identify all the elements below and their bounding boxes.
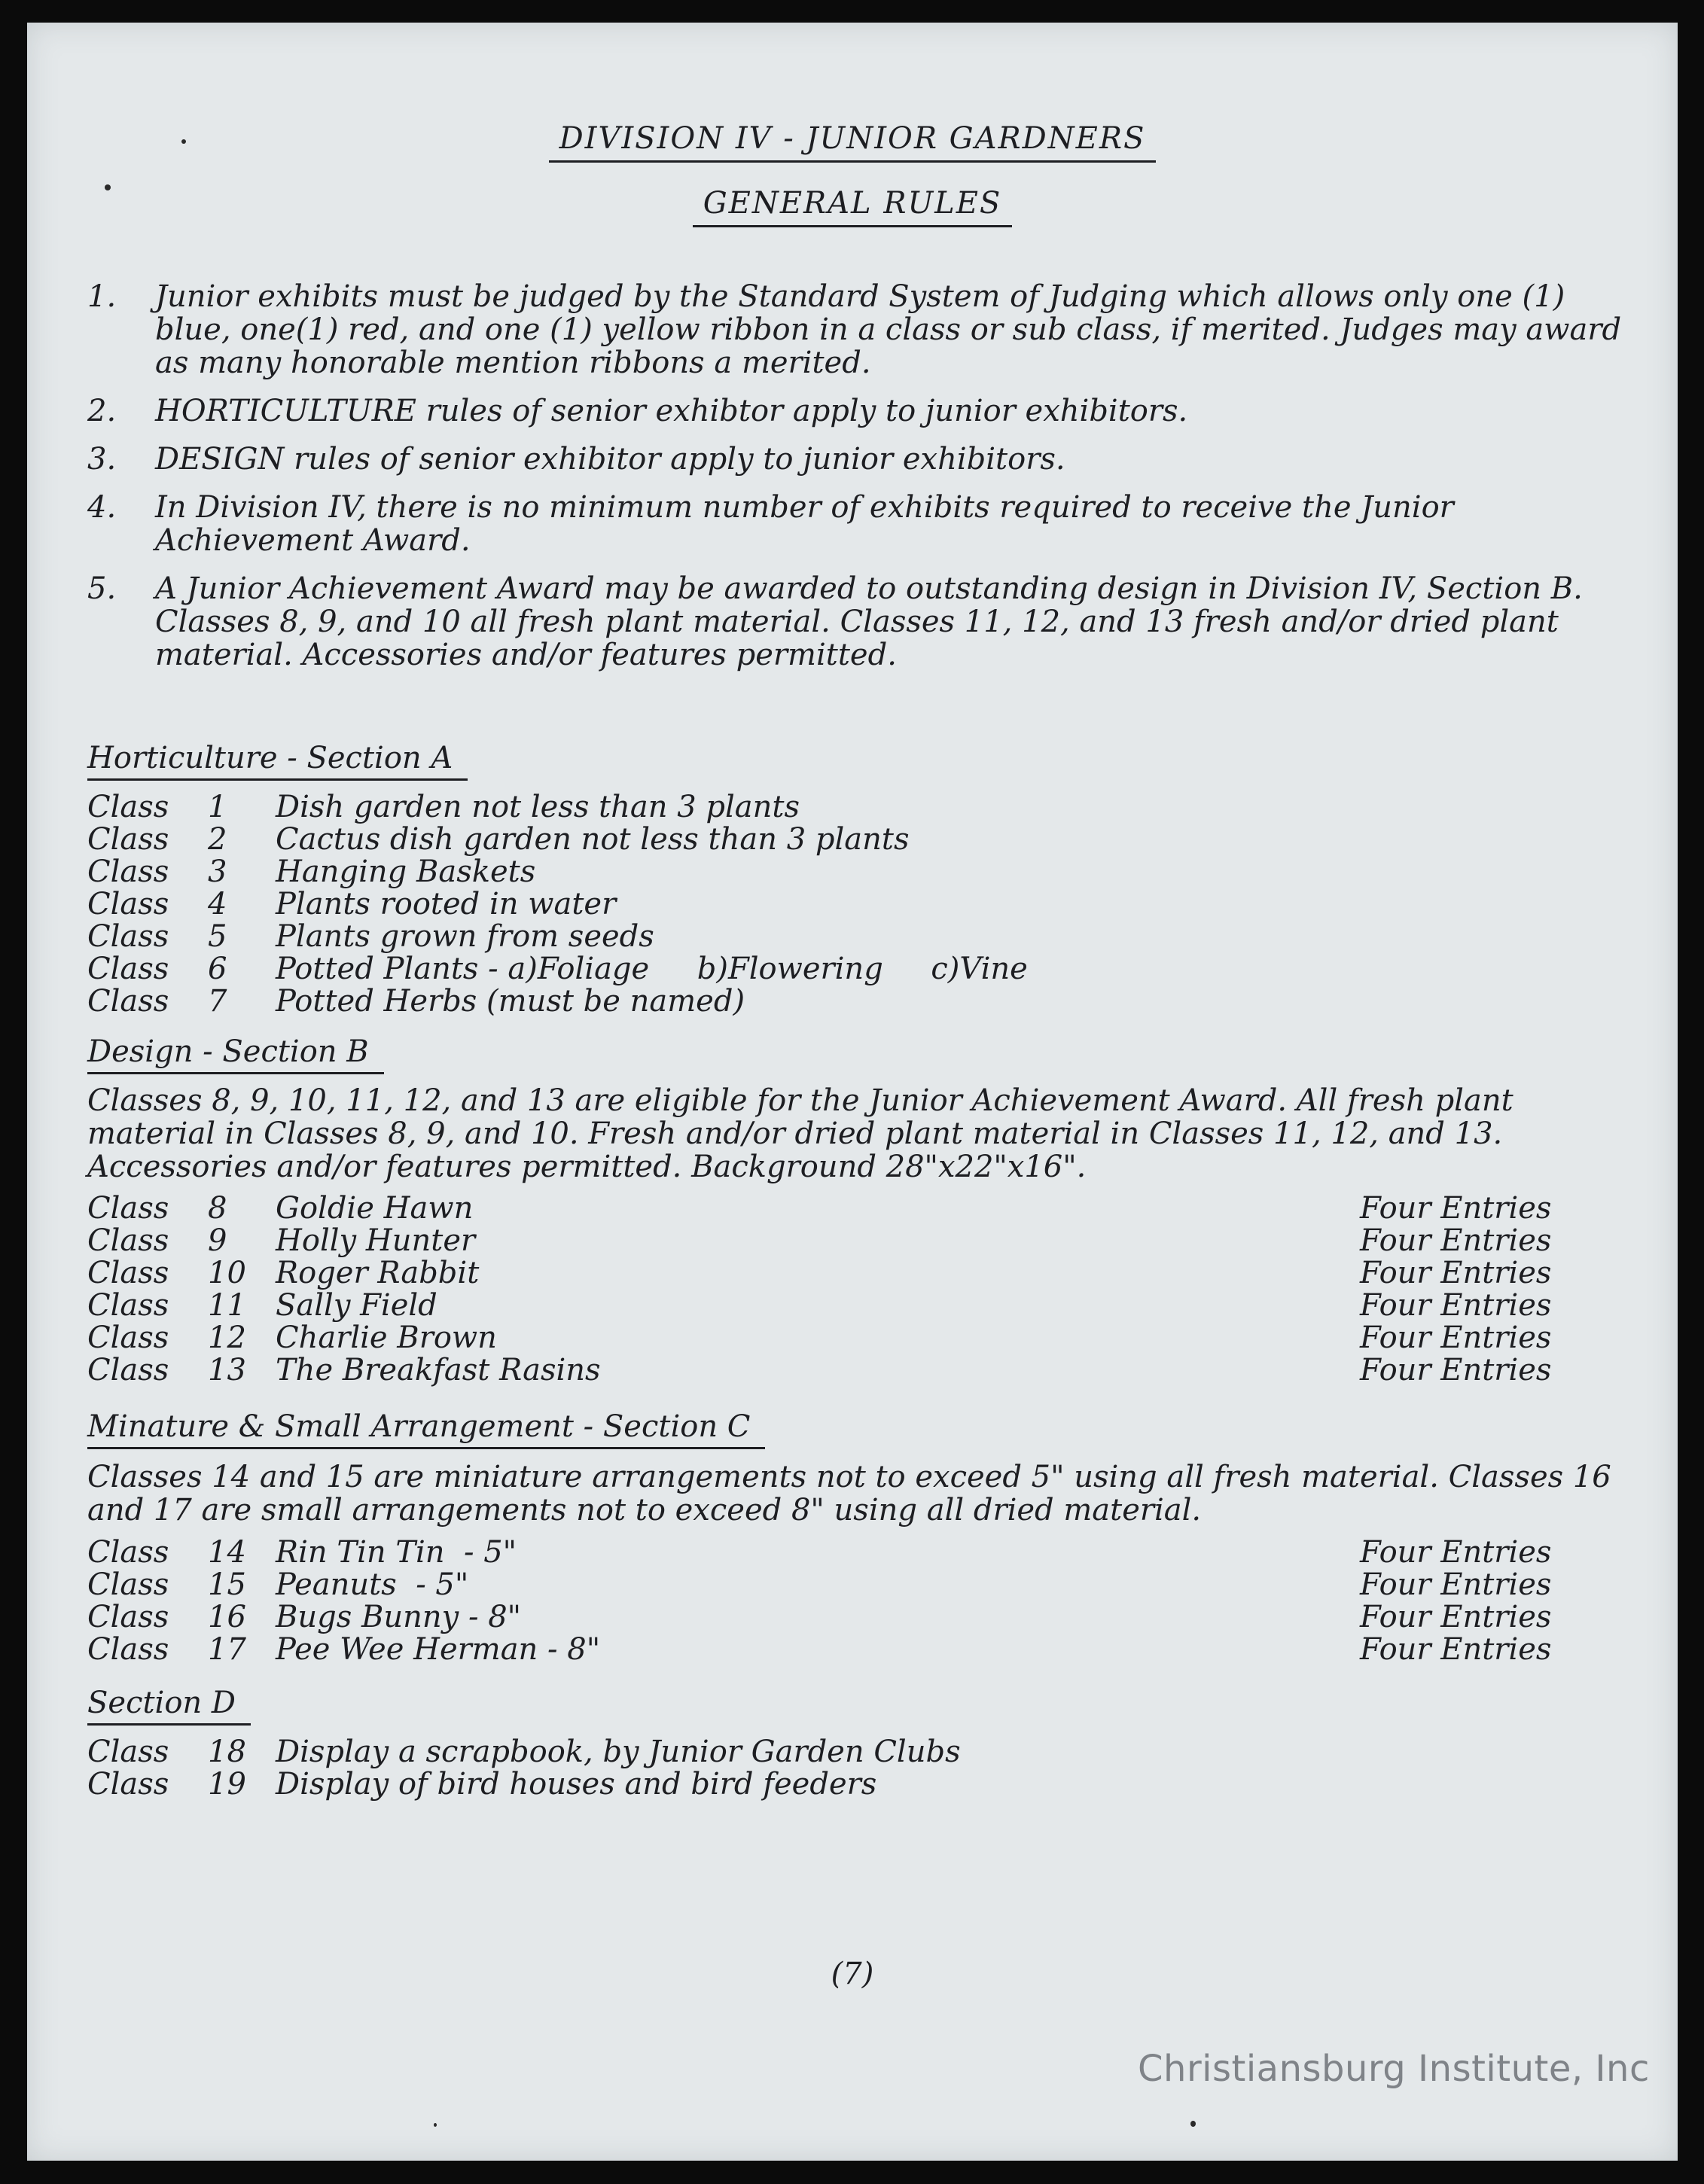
class-row: Class 3 Hanging Baskets	[87, 854, 536, 889]
class-row: Class 7 Potted Herbs (must be named)	[87, 984, 745, 1019]
section-a-class-list	[87, 790, 1548, 1017]
section-c-heading: Minature & Small Arrangement - Section C	[87, 1410, 765, 1443]
class-row: Class 5 Plants grown from seeds	[87, 919, 654, 954]
class-row: Class 6 Potted Plants - a)Foliage b)Flowering c)Vine	[87, 952, 1028, 986]
class-row: Class 16 Bugs Bunny - 8" Four Entries	[87, 1600, 1552, 1634]
rule-item: 2. HORTICULTURE rules of senior exhibtor apply to junior exhibitors.	[87, 394, 1188, 428]
class-row: Class 10 Roger Rabbit Four Entries	[87, 1256, 1552, 1290]
class-row: Class 2 Cactus dish garden not less than 3 plants	[87, 822, 910, 857]
document-page	[27, 23, 1678, 2161]
section-c-class-list	[87, 1535, 1552, 1667]
section-d-class-list	[87, 1735, 1548, 1800]
class-row: Class 8 Goldie Hawn Four Entries	[87, 1191, 1552, 1226]
watermark: Christiansburg Institute, Inc	[1138, 2048, 1650, 2090]
class-row: Class 11 Sally Field Four Entries	[87, 1288, 1552, 1323]
class-row: Class 1 Dish garden not less than 3 plants	[87, 790, 800, 824]
class-row: Class 12 Charlie Brown Four Entries	[87, 1320, 1552, 1355]
class-row: Class 15 Peanuts - 5" Four Entries	[87, 1567, 1552, 1602]
class-row: Class 13 The Breakfast Rasins Four Entries	[87, 1353, 1552, 1387]
paper-speck	[1190, 2121, 1196, 2127]
rule-item: 4. In Division IV, there is no minimum number of exhibits required to receive the Junior Achievement Award.	[87, 490, 1454, 558]
page-title: DIVISION IV - JUNIOR GARDNERS	[27, 122, 1678, 155]
section-b-intro: Classes 8, 9, 10, 11, 12, and 13 are eligible for the Junior Achievement Award. All fresh plant material in Classes 8, 9, and 10. Fresh and/or dried plant material in Classes 11, 12, and 13. Accessories and/or features permitted. Background 28"x22"x16".	[87, 1083, 1513, 1184]
class-row: Class 14 Rin Tin Tin - 5" Four Entries	[87, 1535, 1552, 1570]
paper-speck	[105, 184, 111, 190]
page-subtitle: GENERAL RULES	[27, 187, 1678, 220]
rule-item: 3. DESIGN rules of senior exhibitor apply to junior exhibitors.	[87, 442, 1065, 477]
section-d-heading: Section D	[87, 1686, 251, 1719]
paper-speck	[434, 2123, 437, 2127]
section-a-heading: Horticulture - Section A	[87, 742, 468, 775]
section-c-intro: Classes 14 and 15 are miniature arrangements not to exceed 5" using all fresh material. Classes 16 and 17 are small arrangements not to exceed 8" using all dried material.	[87, 1460, 1611, 1528]
page-number: (7)	[831, 1957, 874, 1991]
general-rules-list	[87, 280, 1638, 687]
class-row: Class 9 Holly Hunter Four Entries	[87, 1223, 1552, 1258]
section-b-heading: Design - Section B	[87, 1035, 384, 1068]
class-row: Class 4 Plants rooted in water	[87, 887, 617, 921]
rule-item: 5. A Junior Achievement Award may be awarded to outstanding design in Division IV, Section B. Classes 8, 9, and 10 all fresh plant material. Classes 11, 12, and 13 fresh and/or dried plant material. Accessories and/or features permitted.	[87, 571, 1583, 672]
class-row: Class 18 Display a scrapbook, by Junior Garden Clubs	[87, 1735, 961, 1769]
rule-item: 1. Junior exhibits must be judged by the Standard System of Judging which allows only one (1) blue, one(1) red, and one (1) yellow ribbon in a class or sub class, if merited. Judges may award as many honorable mention ribbons a merited.	[87, 279, 1622, 380]
class-row: Class 19 Display of bird houses and bird feeders	[87, 1767, 877, 1802]
class-row: Class 17 Pee Wee Herman - 8" Four Entries	[87, 1632, 1552, 1667]
paper-speck	[181, 139, 186, 144]
section-b-class-list	[87, 1191, 1552, 1387]
